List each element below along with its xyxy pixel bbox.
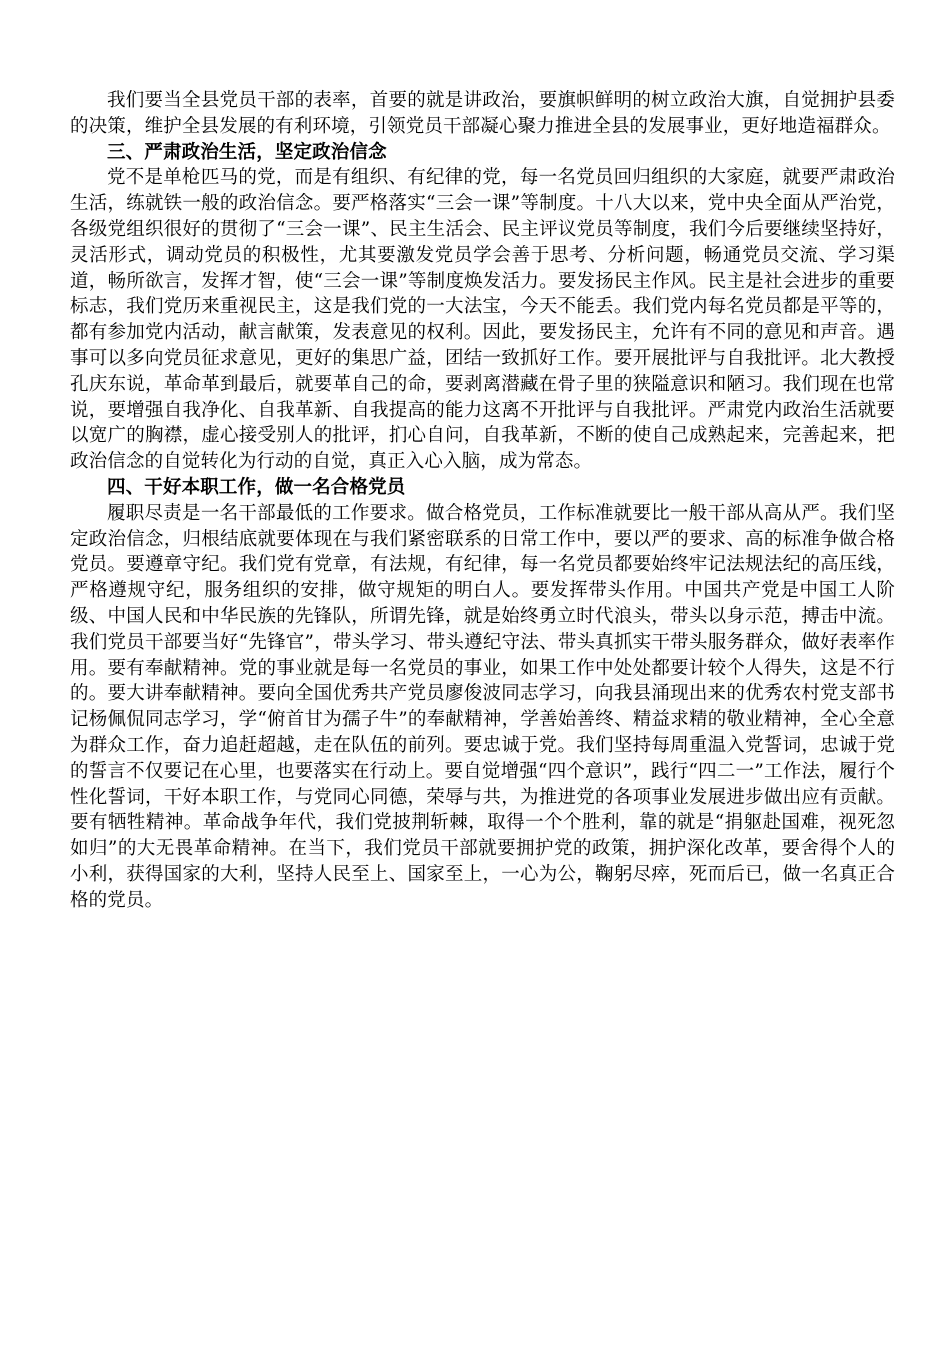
body-paragraph: 我们要当全县党员干部的表率，首要的就是讲政治，要旗帜鲜明的树立政治大旗，自觉拥护县委的决策，维护全县发展的有利环境，引领党员干部凝心聚力推进全县的发展事业，更好地造福群众。 — [70, 90, 895, 137]
body-paragraph: 党不是单枪匹马的党，而是有组织、有纪律的党，每一名党员回归组织的大家庭，就要严肃政治生活，练就铁一般的政治信念。要严格落实“三会一课”等制度。十八大以来，党中央全面从严治党，各级党组织很好的贯彻了“三会一课”、民主生活会、民主评议党员等制度，我们今后要继续坚持好，灵活形式，调动党员的积极性，尤其要激发党员学会善于思考、分析问题，畅通党员交流、学习渠道，畅所欲言，发挥才智，使“三会一课”等制度焕发活力。要发扬民主作风。民主是社会进步的重要标志，我们党历来重视民主，这是我们党的一大法宝，今天不能丢。我们党内每名党员都是平等的，都有参加党内活动，献言献策，发表意见的权利。因此，要发扬民主，允许有不同的意见和声音。遇事可以多向党员征求意见，更好的集思广益，团结一致抓好工作。要开展批评与自我批评。北大教授孔庆东说，革命革到最后，就要革自己的命，要剥离潜藏在骨子里的狭隘意识和陋习。我们现在也常说，要增强自我净化、自我革新、自我提高的能力这离不开批评与自我批评。严肃党内政治生活就要以宽广的胸襟，虚心接受别人的批评，扪心自问，自我革新，不断的使自己成熟起来，完善起来，把政治信念的自觉转化为行动的自觉，真正入心入脑，成为常态。 — [70, 167, 895, 473]
section-heading: 三、严肃政治生活，坚定政治信念 — [107, 141, 387, 163]
body-paragraph: 履职尽责是一名干部最低的工作要求。做合格党员，工作标准就要比一般干部从高从严。我们坚定政治信念，归根结底就要体现在与我们紧密联系的日常工作中，要以严的要求、高的标准争做合格党员。要遵章守纪。我们党有党章，有法规，有纪律，每一名党员都要始终牢记法规法纪的高压线，严格遵规守纪，服务组织的安排，做守规矩的明白人。要发挥带头作用。中国共产党是中国工人阶级、中国人民和中华民族的先锋队，所谓先锋，就是始终勇立时代浪头，带头以身示范，搏击中流。我们党员干部要当好“先锋官”，带头学习、带头遵纪守法、带头真抓实干带头服务群众，做好表率作用。要有奉献精神。党的事业就是每一名党员的事业，如果工作中处处都要计较个人得失，这是不行的。要大讲奉献精神。要向全国优秀共产党员廖俊波同志学习，向我县涌现出来的优秀农村党支部书记杨佩侃同志学习，学“俯首甘为孺子牛”的奉献精神，学善始善终、精益求精的敬业精神，全心全意为群众工作，奋力追赶超越，走在队伍的前列。要忠诚于党。我们坚持每周重温入党誓词，忠诚于党的誓言不仅要记在心里，也要落实在行动上。要自觉增强“四个意识”，践行“四二一”工作法，履行个性化誓词，干好本职工作，与党同心同德，荣辱与共，为推进党的各项事业发展进步做出应有贡献。要有牺牲精神。革命战争年代，我们党披荆斩棘，取得一个个胜利，靠的就是“捐躯赴国难，视死忽如归”的大无畏革命精神。在当下，我们党员干部就要拥护党的政策，拥护深化改革，要舍得个人的小利，获得国家的大利，坚持人民至上、国家至上，一心为公，鞠躬尽瘁，死而后已，做一名真正合格的党员。 — [70, 502, 895, 911]
document-page — [70, 88, 895, 914]
section-heading: 四、干好本职工作，做一名合格党员 — [107, 476, 406, 498]
